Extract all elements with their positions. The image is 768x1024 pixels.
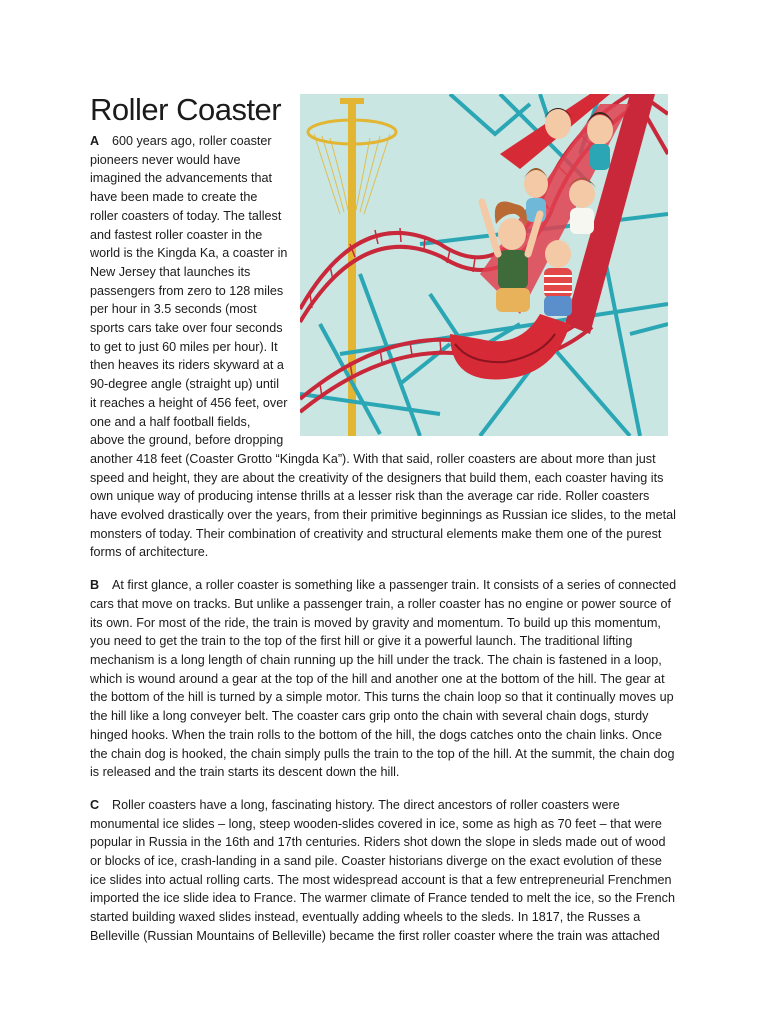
paragraph-letter: B <box>90 578 100 593</box>
page-title: Roller Coaster <box>90 92 282 127</box>
paragraph-text: At first glance, a roller coaster is something like a passenger train. It consists of a series of connected cars that move on tracks. But unlike a passenger train, a roller coaster has no engine or power source of its own. For most of the ride, the train is moved by gravity and momentum. To build up this momentum, you need to get the train to the top of the first hill or give it a powerful launch. The traditional lifting mechanism is a long length of chain running up the hill under the track. The chain is fastened in a loop, which is wound around a gear at the top of the hill and another one at the bottom of the hill. The gear at the bottom of the hill is turned by a simple motor. This turns the chain loop so that it continually moves up the hill like a long conveyer belt. The coaster cars grip onto the chain with several chain dogs, sturdy hinged hooks. When the train rolls to the bottom of the hill, the dogs catches onto the chain links. Once the chain dog is hooked, the chain simply pulls the train to the top of the hill. At the summit, the chain dog is released and the train starts its descent down the hill. <box>90 578 677 780</box>
paragraph-text: 600 years ago, roller coaster pioneers never would have imagined the advancements that have been made to create the roller coasters of today. The tallest and fastest roller coaster in the world is the Kingda Ka, a coaster in New Jersey that launches its passengers from zero to 128 miles per hour in 3.5 seconds (most sports cars take over four seconds to get to just 60 miles per hour). It then heaves its riders skyward at a 90-degree angle (straight up) until it reaches a height of 456 feet, over one and a half football fields, above the ground, before dropping another 418 feet (Coaster Grotto “Kingda Ka”). With that said, roller coasters are about more than just speed and height, they are about the creativity of the designers that build them, each coaster having its own unique way of producing intense thrills at a lesser risk than the average car ride. Roller coasters have evolved drastically over the years, from their primitive beginnings as Russian ice slides, to the metal monsters of today. Their combination of creativity and structural elements make them one of the purest forms of architecture. <box>90 134 676 560</box>
paragraph-b <box>90 576 678 782</box>
paragraph-c <box>90 796 678 946</box>
roller-coaster-illustration <box>300 94 668 436</box>
paragraph-text: Roller coasters have a long, fascinating history. The direct ancestors of roller coasters were monumental ice slides – long, steep wooden-slides covered in ice, some as high as 70 feet – that were popular in Russia in the 16th and 17th centuries. Riders shot down the slope in sleds made out of wood or blocks of ice, crash-landing in a sand pile. Coaster historians diverge on the exact evolution of these ice slides into actual rolling carts. The most widespread account is that a few entrepreneurial Frenchmen imported the ice slide idea to France. The warmer climate of France tended to melt the ice, so the French started building waxed slides instead, eventually adding wheels to the sleds. In 1817, the Russes a Belleville (Russian Mountains of Belleville) became the first roller coaster where the train was attached <box>90 797 675 943</box>
paragraph-letter: A <box>90 134 100 148</box>
paragraph-letter: C <box>90 797 100 812</box>
article <box>90 92 678 960</box>
